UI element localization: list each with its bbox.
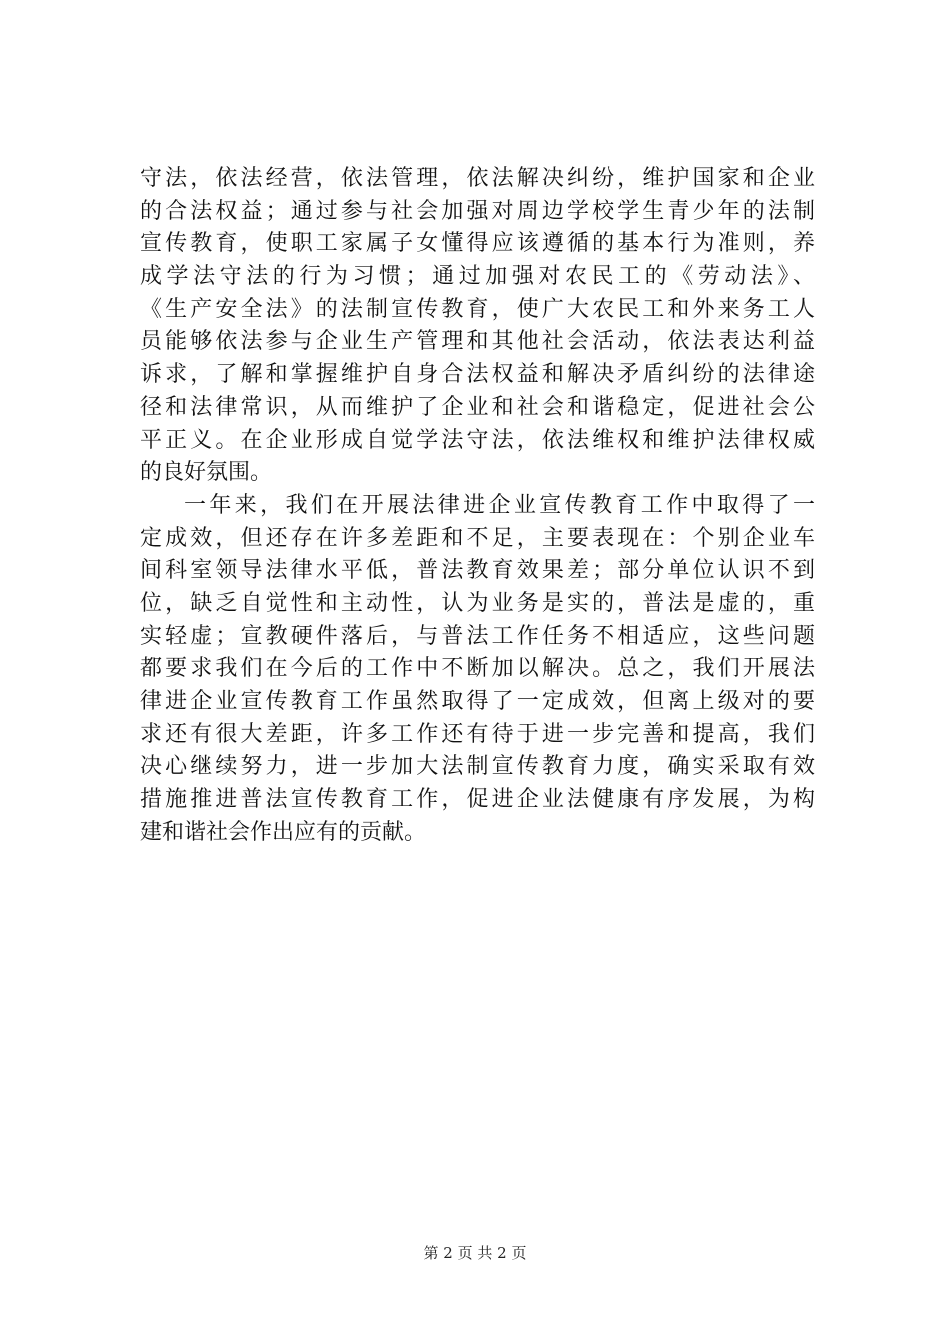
paragraph-2-line-8: 求还有很大差距，许多工作还有待于进一步完善和提高，我们 bbox=[140, 721, 815, 747]
paragraph-2-line-2: 定成效，但还存在许多差距和不足，主要表现在：个别企业车 bbox=[140, 525, 815, 551]
body-text bbox=[140, 163, 815, 849]
paragraph-1-line-1: 守法，依法经营，依法管理，依法解决纠纷，维护国家和企业 bbox=[140, 166, 815, 191]
paragraph-2-line-5: 实轻虚；宣教硬件落后，与普法工作任务不相适应，这些问题 bbox=[140, 623, 815, 649]
paragraph-2-line-10: 措施推进普法宣传教育工作，促进企业法健康有序发展，为构 bbox=[140, 787, 815, 813]
page-number-footer: 第 2 页 共 2 页 bbox=[423, 1244, 527, 1262]
paragraph-1-line-7: 诉求，了解和掌握维护自身合法权益和解决矛盾纠纷的法律途 bbox=[140, 362, 815, 388]
paragraph-1-line-9: 平正义。在企业形成自觉学法守法，依法维权和维护法律权威 bbox=[140, 427, 815, 453]
paragraph-2-line-3: 间科室领导法律水平低，普法教育效果差；部分单位认识不到 bbox=[140, 558, 815, 584]
paragraph-1-line-4: 成学法守法的行为习惯；通过加强对农民工的《劳动法》、 bbox=[140, 264, 815, 290]
paragraph-1-line-2: 的合法权益；通过参与社会加强对周边学校学生青少年的法制 bbox=[140, 198, 815, 224]
paragraph-1-line-6: 员能够依法参与企业生产管理和其他社会活动，依法表达利益 bbox=[140, 329, 815, 355]
paragraph-2-line-4: 位，缺乏自觉性和主动性，认为业务是实的，普法是虚的，重 bbox=[140, 590, 815, 616]
paragraph-1-line-3: 宣传教育，使职工家属子女懂得应该遵循的基本行为准则，养 bbox=[140, 231, 815, 257]
paragraph-2-line-7: 律进企业宣传教育工作虽然取得了一定成效，但离上级对的要 bbox=[140, 689, 815, 714]
paragraph-2-line-11: 建和谐社会作出应有的贡献。 bbox=[140, 819, 427, 845]
paragraph-1-line-10: 的良好氛围。 bbox=[140, 460, 273, 486]
paragraph-2-line-1: 一年来，我们在开展法律进企业宣传教育工作中取得了一 bbox=[184, 492, 815, 518]
paragraph-2-line-6: 都要求我们在今后的工作中不断加以解决。总之，我们开展法 bbox=[140, 656, 815, 682]
paragraph-1-line-5: 《生产安全法》的法制宣传教育，使广大农民工和外来务工人 bbox=[140, 296, 815, 322]
paragraph-1-line-8: 径和法律常识，从而维护了企业和社会和谐稳定，促进社会公 bbox=[140, 394, 815, 420]
paragraph-2-line-9: 决心继续努力，进一步加大法制宣传教育力度，确实采取有效 bbox=[140, 754, 815, 780]
